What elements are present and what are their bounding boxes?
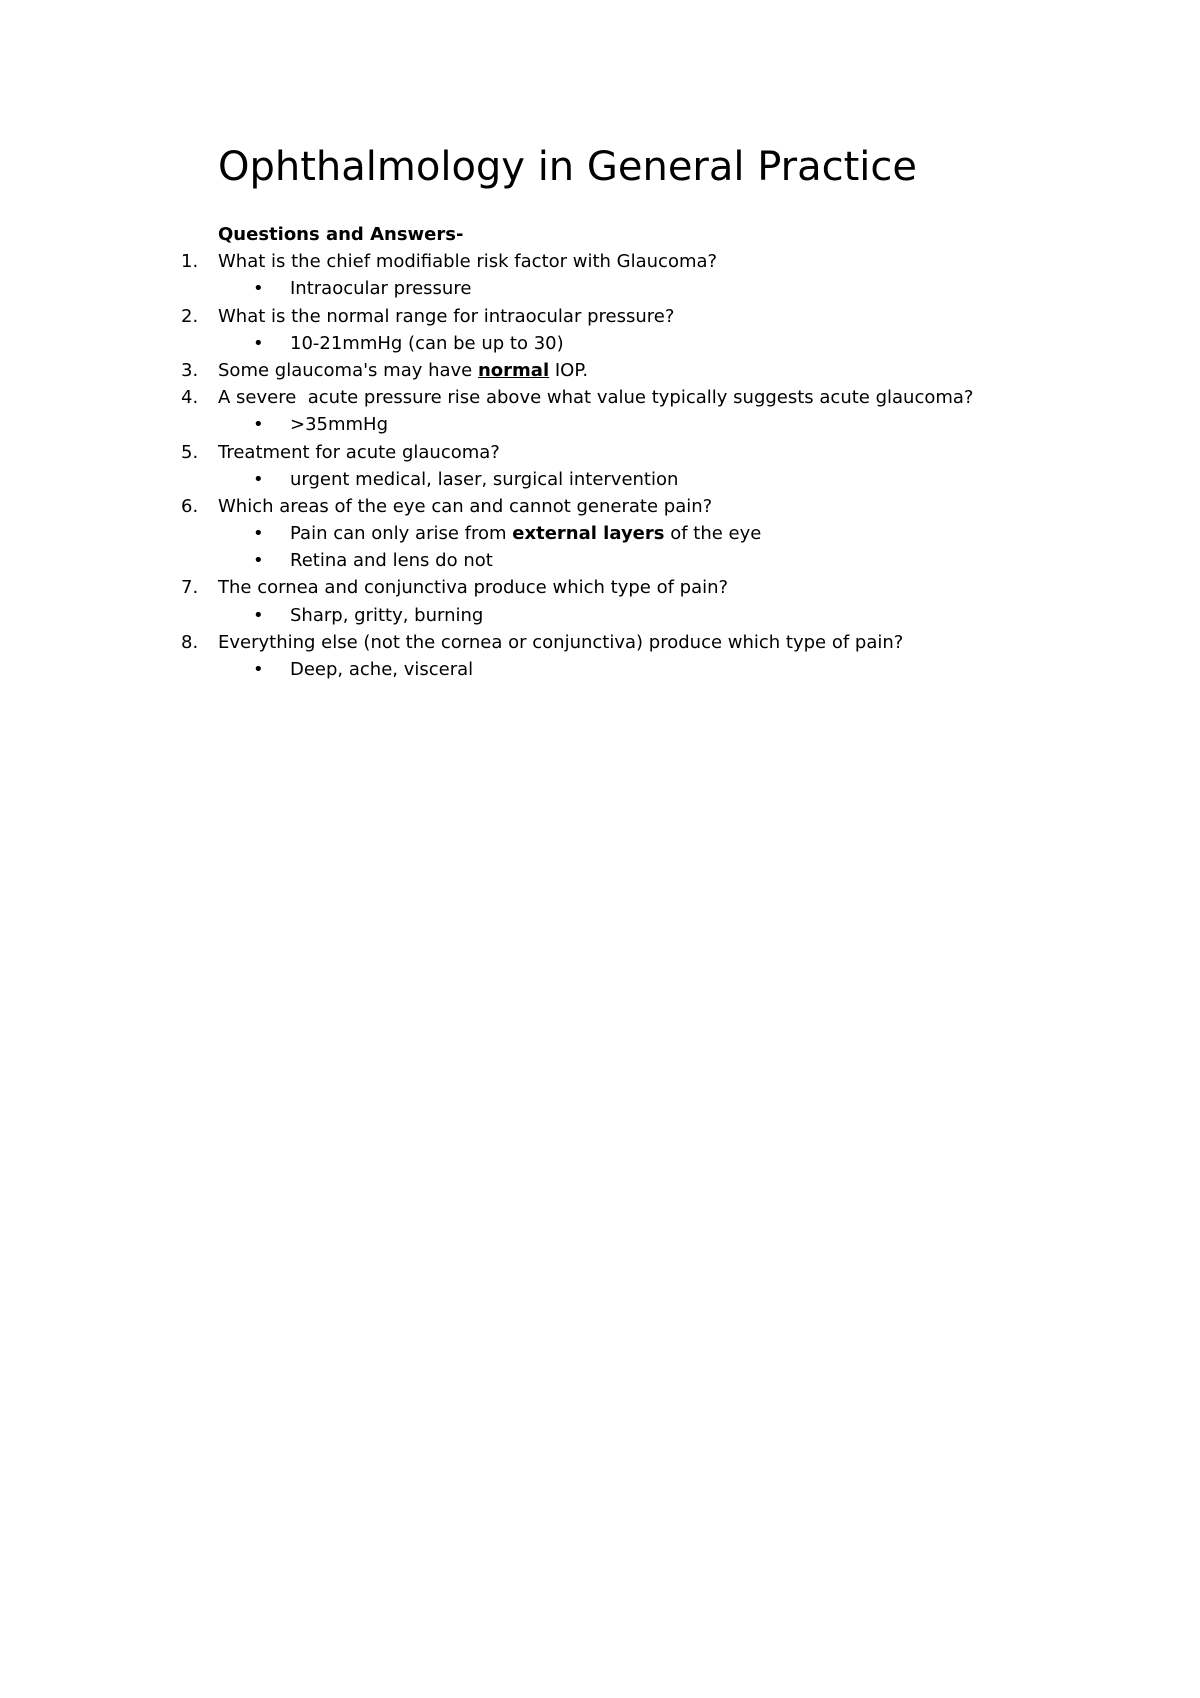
bullet-icon: • xyxy=(253,414,264,436)
question-number: 4. xyxy=(181,387,199,409)
question-text: Treatment for acute glaucoma? xyxy=(218,441,500,463)
question-number: 3. xyxy=(181,359,199,381)
question-number: 8. xyxy=(181,631,199,653)
bullet-icon: • xyxy=(253,468,264,490)
question-text xyxy=(218,357,588,384)
answer-item xyxy=(0,411,1200,438)
question-item-8 xyxy=(0,629,1200,656)
question-text-part: IOP. xyxy=(549,359,589,381)
bullet-icon: • xyxy=(253,604,264,626)
question-text-part: Some glaucoma's may have xyxy=(218,359,478,381)
bullet-icon: • xyxy=(253,659,264,680)
question-item-5 xyxy=(0,439,1200,466)
section-heading: Questions and Answers- xyxy=(218,224,464,245)
qa-content xyxy=(0,221,1200,683)
answer-item xyxy=(0,547,1200,574)
answer-item xyxy=(0,466,1200,493)
answer-text: 10-21mmHg (can be up to 30) xyxy=(290,332,564,354)
question-text: What is the normal range for intraocular pressure? xyxy=(218,305,675,327)
answer-text: Sharp, gritty, burning xyxy=(290,604,484,626)
answer-item xyxy=(0,330,1200,357)
question-number: 7. xyxy=(181,577,199,599)
answer-item xyxy=(0,275,1200,302)
answer-text: Retina and lens do not xyxy=(290,550,493,572)
answer-text: Intraocular pressure xyxy=(290,278,472,300)
answer-text: Deep, ache, visceral xyxy=(290,659,474,680)
document-title: Ophthalmology in General Practice xyxy=(218,144,917,190)
answer-text: >35mmHg xyxy=(290,414,389,436)
question-item-4 xyxy=(0,384,1200,411)
question-item-1 xyxy=(0,248,1200,275)
answer-text-part: of the eye xyxy=(664,523,762,545)
question-text: Everything else (not the cornea or conjunctiva) produce which type of pain? xyxy=(218,631,904,653)
emphasis-external-layers: external layers xyxy=(512,523,665,545)
answer-text xyxy=(290,520,761,547)
question-number: 1. xyxy=(181,251,199,273)
question-item-6 xyxy=(0,493,1200,520)
answer-item xyxy=(0,602,1200,629)
question-text: Which areas of the eye can and cannot generate pain? xyxy=(218,495,713,517)
answer-item xyxy=(0,520,1200,547)
bullet-icon: • xyxy=(253,550,264,572)
question-number: 6. xyxy=(181,495,199,517)
question-item-2 xyxy=(0,303,1200,330)
question-item-3 xyxy=(0,357,1200,384)
emphasis-normal: normal xyxy=(477,359,550,381)
question-text: The cornea and conjunctiva produce which type of pain? xyxy=(218,577,729,599)
answer-item xyxy=(0,656,1200,683)
answer-text-part: Pain can only arise from xyxy=(290,523,513,545)
bullet-icon: • xyxy=(253,332,264,354)
question-item-7 xyxy=(0,574,1200,601)
question-text: What is the chief modifiable risk factor with Glaucoma? xyxy=(218,251,718,273)
question-text: A severe acute pressure rise above what value typically suggests acute glaucoma? xyxy=(218,387,974,409)
question-number: 2. xyxy=(181,305,199,327)
bullet-icon: • xyxy=(253,523,264,545)
question-number: 5. xyxy=(181,441,199,463)
bullet-icon: • xyxy=(253,278,264,300)
answer-text: urgent medical, laser, surgical intervention xyxy=(290,468,679,490)
